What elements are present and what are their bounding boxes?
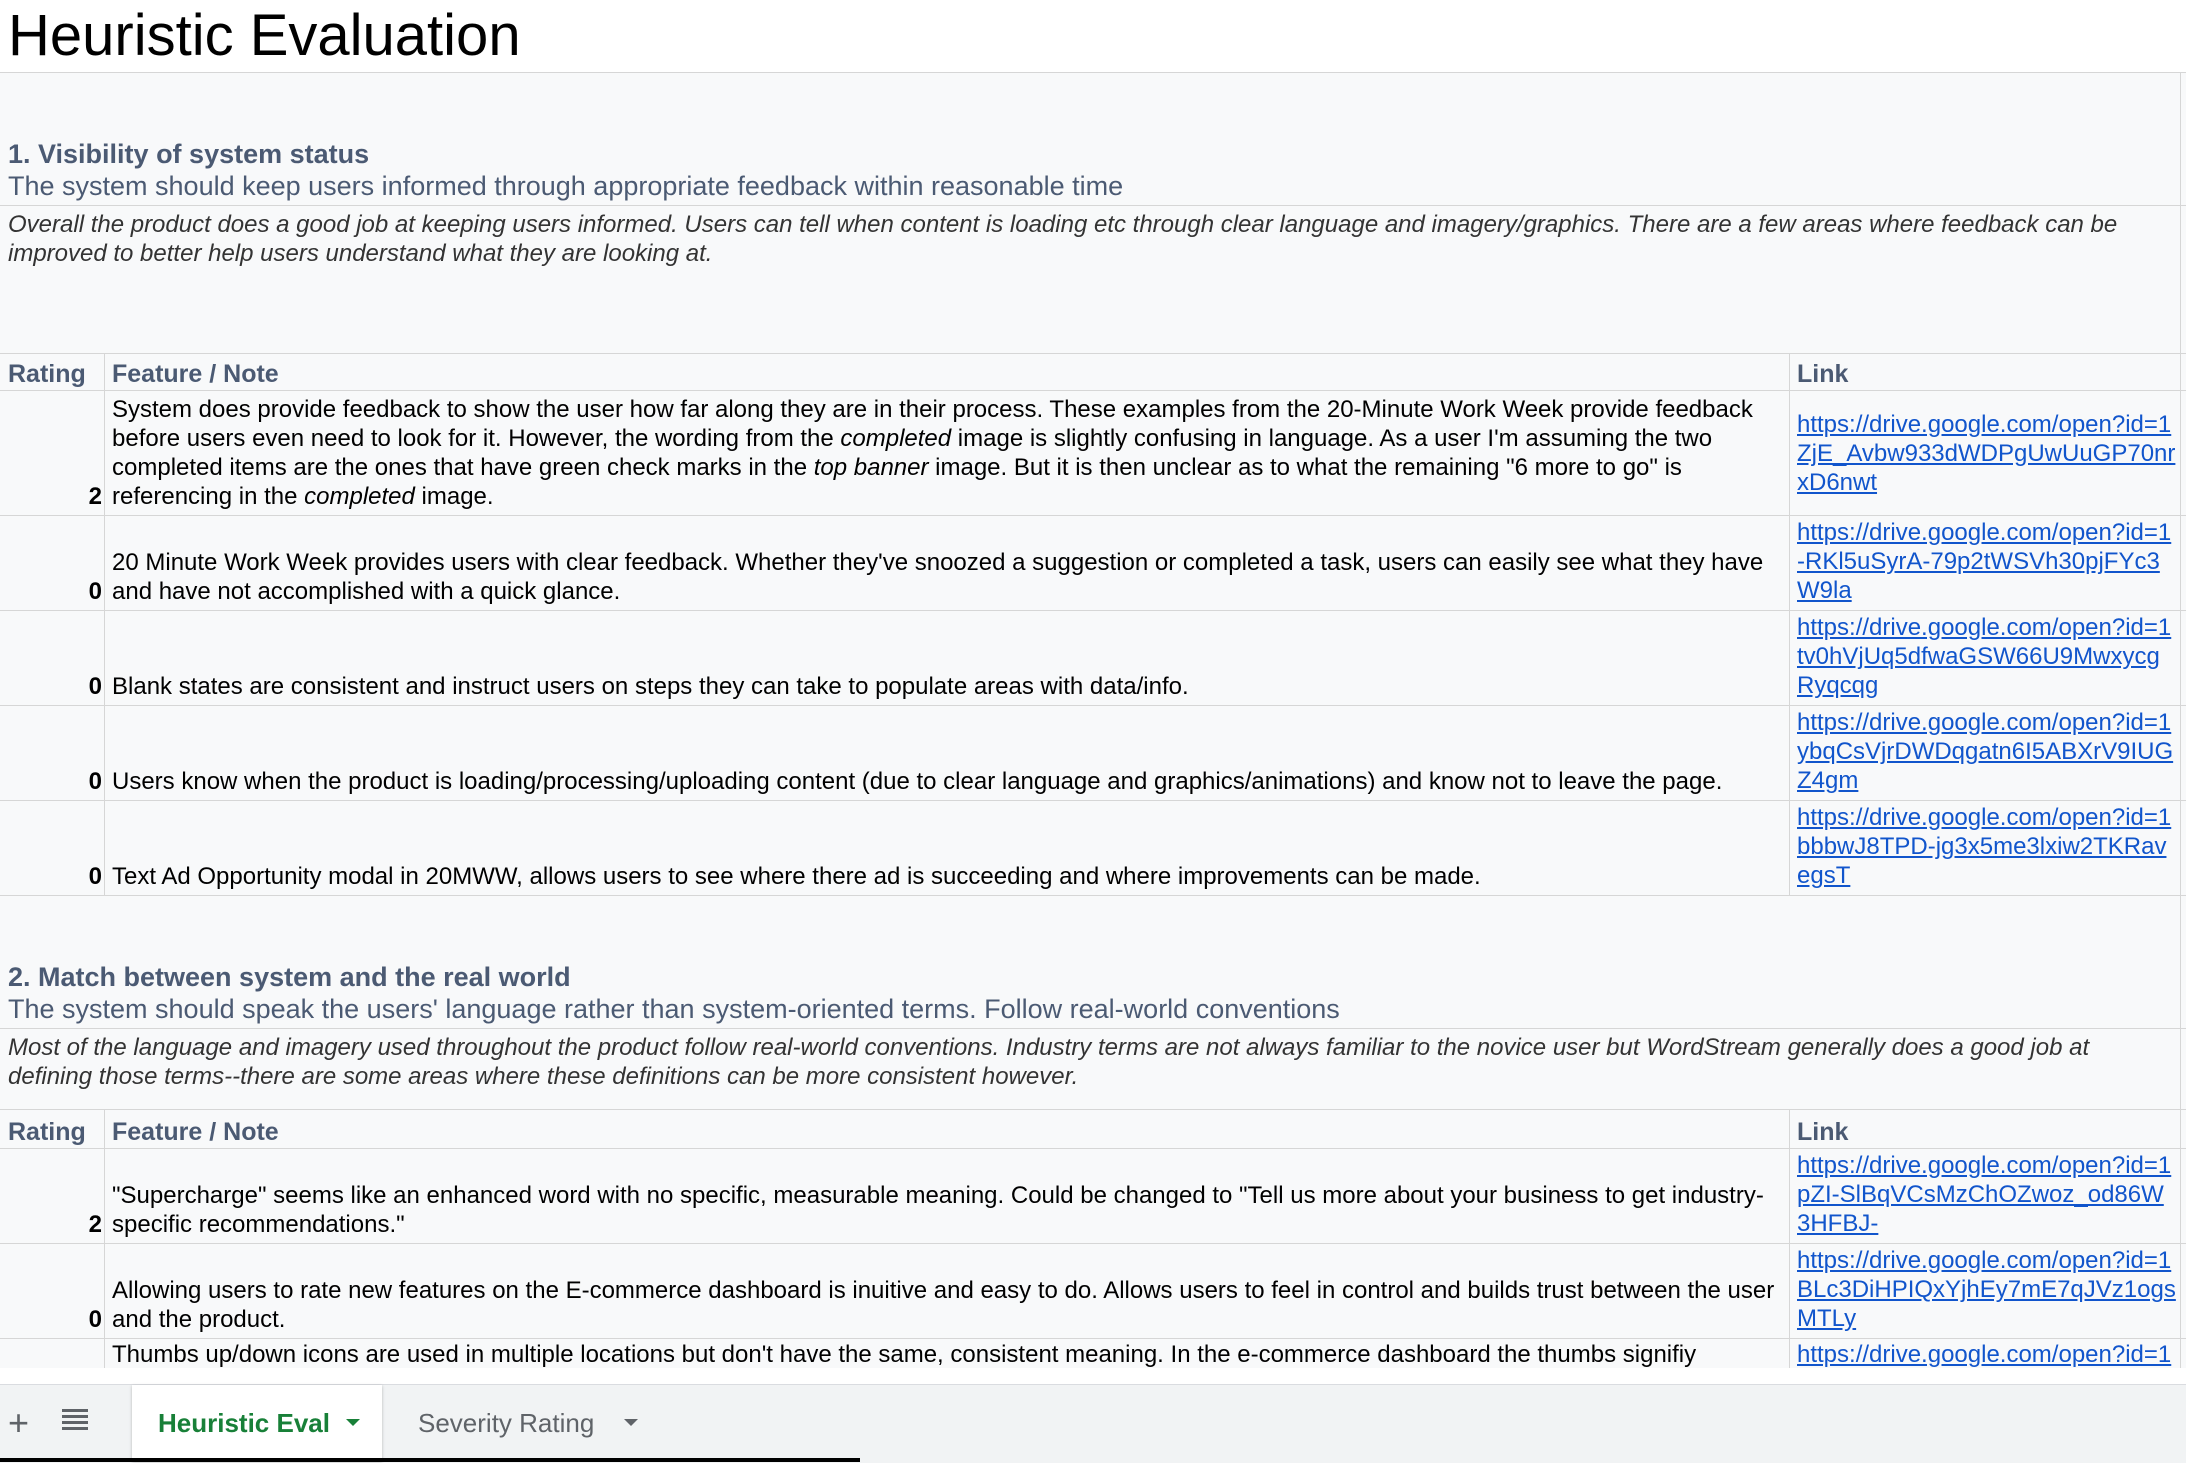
plus-icon[interactable]: +: [8, 1402, 30, 1443]
section-2-subheading: The system should speak the users' language rather than system-oriented terms. Follow real-world conventions: [8, 994, 1340, 1024]
link-cell: [1797, 1244, 2177, 1338]
table-row[interactable]: [0, 801, 2186, 896]
note-cell: [112, 395, 1784, 511]
section-1-subheading: The system should keep users informed through appropriate feedback within reasonable time: [8, 171, 1124, 201]
link-cell: [1797, 516, 2177, 610]
note-cell: 20 Minute Work Week provides users with clear feedback. Whether they've snoozed a suggestion or completed a task, users can easily see what they have and have not accomplished with a quick glance.: [112, 549, 1764, 605]
tab-label: Severity Rating: [418, 1408, 595, 1438]
note-cell: Allowing users to rate new features on the E-commerce dashboard is inuitive and easy to do. Allows users to feel in control and builds trust between the user and the product.: [112, 1277, 1775, 1333]
table-row[interactable]: [0, 1149, 2186, 1244]
section-2-summary: Most of the language and imagery used throughout the product follow real-world conventions. Industry terms are not always familiar to the novice user but WordStream generally does a good job at defining those terms--there are some areas where these definitions can be more consistent however.: [8, 1034, 2090, 1090]
link-header: Link: [1797, 1118, 1849, 1146]
rating-cell: 0: [88, 863, 102, 890]
sheet-tab-bar: [0, 1384, 2186, 1463]
note-text: System does provide feedback to show the user how far along they are in their process. These examples from the 20-Minute Work Week provide feedback before users even need to look for it. However, the wording from the: [112, 396, 1753, 452]
table-row[interactable]: [0, 516, 2186, 611]
section-1-block[interactable]: [0, 73, 2186, 353]
tab-label: Heuristic Eval: [158, 1408, 330, 1438]
note-cell: Users know when the product is loading/processing/uploading content (due to clear language and graphics/animations) and know not to leave the page.: [112, 768, 1723, 795]
section-2-column-headers[interactable]: [0, 1110, 2186, 1148]
divider: [0, 1028, 2186, 1029]
drive-link[interactable]: https://drive.google.com/open?id=1BLc3DiHPIQxYjhEy7mE7qJVz1ogsMTLy: [1797, 1247, 2176, 1332]
rating-cell: 2: [88, 1211, 102, 1238]
table-row[interactable]: [0, 706, 2186, 801]
caret-down-icon[interactable]: [624, 1419, 638, 1426]
note-text: image.: [414, 483, 494, 510]
caret-down-icon[interactable]: [346, 1419, 360, 1426]
note-cell: Text Ad Opportunity modal in 20MWW, allows users to see where there ad is succeeding and where improvements can be made.: [112, 863, 1481, 890]
note-text: image is slightly confusing in language. As a user I'm assuming the two completed items are the ones that have green check marks in the: [112, 425, 1713, 481]
feature-header: Feature / Note: [112, 1118, 279, 1146]
tab-severity-rating[interactable]: [392, 1385, 714, 1461]
title-row[interactable]: [0, 0, 2186, 73]
rating-header: Rating: [8, 360, 86, 388]
column-divider: [1789, 354, 1790, 895]
link-header: Link: [1797, 360, 1849, 388]
section-1-summary: Overall the product does a good job at keeping users informed. Users can tell when content is loading etc through clear language and imagery/graphics. There are a few areas where feedback can be improved to better help users understand what they are looking at.: [8, 211, 2118, 267]
tab-heuristic-eval[interactable]: [132, 1385, 382, 1461]
rating-cell: 0: [88, 578, 102, 605]
drive-link[interactable]: https://drive.google.com/open?id=1pZI-SlBqVCsMzChOZwoz_od86W3HFBJ-: [1797, 1152, 2172, 1237]
section-2-block[interactable]: [0, 896, 2186, 1109]
column-divider: [104, 354, 105, 895]
list-icon[interactable]: [62, 1409, 88, 1431]
column-divider: [1789, 1110, 1790, 1368]
drive-link[interactable]: https://drive.google.com/open?id=1ZjE_Avbw933dWDPgUwUuGP70nrxD6nwt: [1797, 410, 2176, 496]
column-divider: [2180, 72, 2181, 1368]
rating-cell: 0: [88, 768, 102, 795]
drive-link[interactable]: https://drive.google.com/open?id=1bbbwJ8TPD-jg3x5me3lxiw2TKRavegsT: [1797, 804, 2172, 889]
rating-cell: 0: [88, 673, 102, 700]
note-cell: "Supercharge" seems like an enhanced word with no specific, measurable meaning. Could be changed to "Tell us more about your business to get industry-specific recommendations.": [112, 1182, 1764, 1238]
table-row[interactable]: [0, 1339, 2186, 1368]
link-cell: [1797, 1339, 2177, 1368]
note-emphasis: completed: [840, 425, 952, 452]
note-cell: Thumbs up/down icons are used in multiple locations but don't have the same, consistent meaning. In the e-commerce dashboard the thumbs signifiy: [112, 1341, 1697, 1368]
note-emphasis: completed: [304, 483, 415, 510]
link-cell: [1797, 801, 2177, 895]
table-row[interactable]: [0, 611, 2186, 706]
feature-header: Feature / Note: [112, 360, 279, 388]
drive-link[interactable]: https://drive.google.com/open?id=1: [1797, 1341, 2172, 1368]
drive-link[interactable]: https://drive.google.com/open?id=1-RKl5uSyrA-79p2tWSVh30pjFYc3W9la: [1797, 519, 2172, 604]
link-cell: [1797, 611, 2177, 705]
horizontal-scrollbar[interactable]: [0, 1458, 860, 1462]
divider: [0, 205, 2186, 206]
drive-link[interactable]: https://drive.google.com/open?id=1ybqCsVjrDWDqgatn6I5ABXrV9IUGZ4gm: [1797, 709, 2174, 794]
section-1-heading: 1. Visibility of system status: [8, 139, 370, 169]
rating-cell: 2: [88, 483, 102, 510]
table-row[interactable]: [0, 391, 2186, 516]
note-emphasis: top banner: [813, 454, 929, 481]
link-cell: [1797, 706, 2177, 800]
section-1-column-headers[interactable]: [0, 354, 2186, 390]
note-text: image. But it is then unclear as to what the remaining "6 more to go" is referencing in the: [112, 454, 1682, 510]
note-cell: Blank states are consistent and instruct users on steps they can take to populate areas with data/info.: [112, 673, 1189, 700]
link-cell: [1797, 391, 2177, 515]
column-divider: [104, 1110, 105, 1368]
drive-link[interactable]: https://drive.google.com/open?id=1tv0hVjUq5dfwaGSW66U9MwxycgRyqcqg: [1797, 614, 2172, 699]
section-2-heading: 2. Match between system and the real world: [8, 962, 571, 992]
rating-header: Rating: [8, 1118, 86, 1146]
table-row[interactable]: [0, 1244, 2186, 1339]
link-cell: [1797, 1149, 2177, 1243]
rating-cell: 0: [88, 1306, 102, 1333]
page-title: Heuristic Evaluation: [8, 3, 521, 68]
